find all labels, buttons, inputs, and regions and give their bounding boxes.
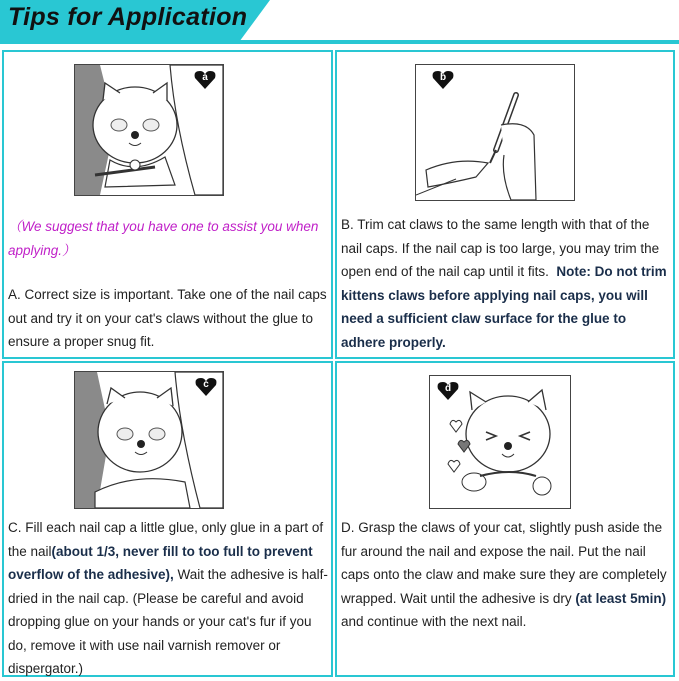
tip-c-text [8,516,330,681]
badge-d [437,381,459,401]
page-title: Tips for Application [8,3,248,31]
badge-b-label: b [439,72,447,83]
tip-b-note: Note: Do not trim kittens claws before applying nail caps, you will need a sufficient claw surface for the glue to adhere properly. [341,264,667,350]
badge-b [432,70,454,90]
tip-d-bold: (at least 5min) [575,590,667,606]
tip-panel-c [2,361,333,677]
assist-note: （We suggest that you have one to assist you when applying.） [8,219,319,258]
tip-d-text [341,516,673,634]
tip-a-text: A. Correct size is important. Take one of the nail caps out and try it on your cat's claws without the glue to ensure a proper snug fit. [8,287,327,349]
tip-c-text-1: C. Fill each nail cap a little glue, only glue in a part of the nail [8,520,324,559]
tip-panel-a [2,50,333,359]
header-bar [0,0,679,44]
badge-a [194,70,216,90]
badge-d-label: d [444,383,452,394]
badge-c-label: c [203,379,209,390]
tip-c-text-2: Wait the adhesive is half-dried in the nail cap. (Please be careful and avoid dropping glue on your hands or your cat's fur if you do, remove it with use nail varnish remover or dispergator.) [8,567,328,676]
tip-b-text [341,213,673,354]
tip-b-text-plain: B. Trim cat claws to the same length with that of the nail caps. If the nail cap is too large, you may trim the open end of the nail cap until it fits. [341,217,660,279]
tip-c-bold: (about 1/3, never fill to too full to prevent overflow of the adhesive), [8,543,313,582]
tip-panel-b [335,50,675,359]
tip-d-text-1: D. Grasp the claws of your cat, slightly push aside the fur around the nail and expose the nail. Put the nail caps onto the claw and make sure they are completely wrapped. Wait until the adhesive is dry [341,520,667,606]
badge-a-label: a [202,72,208,83]
header-underline [0,40,679,44]
tip-d-text-2: and continue with the next nail. [341,614,527,629]
badge-c [195,377,217,397]
tip-panel-d [335,361,675,677]
